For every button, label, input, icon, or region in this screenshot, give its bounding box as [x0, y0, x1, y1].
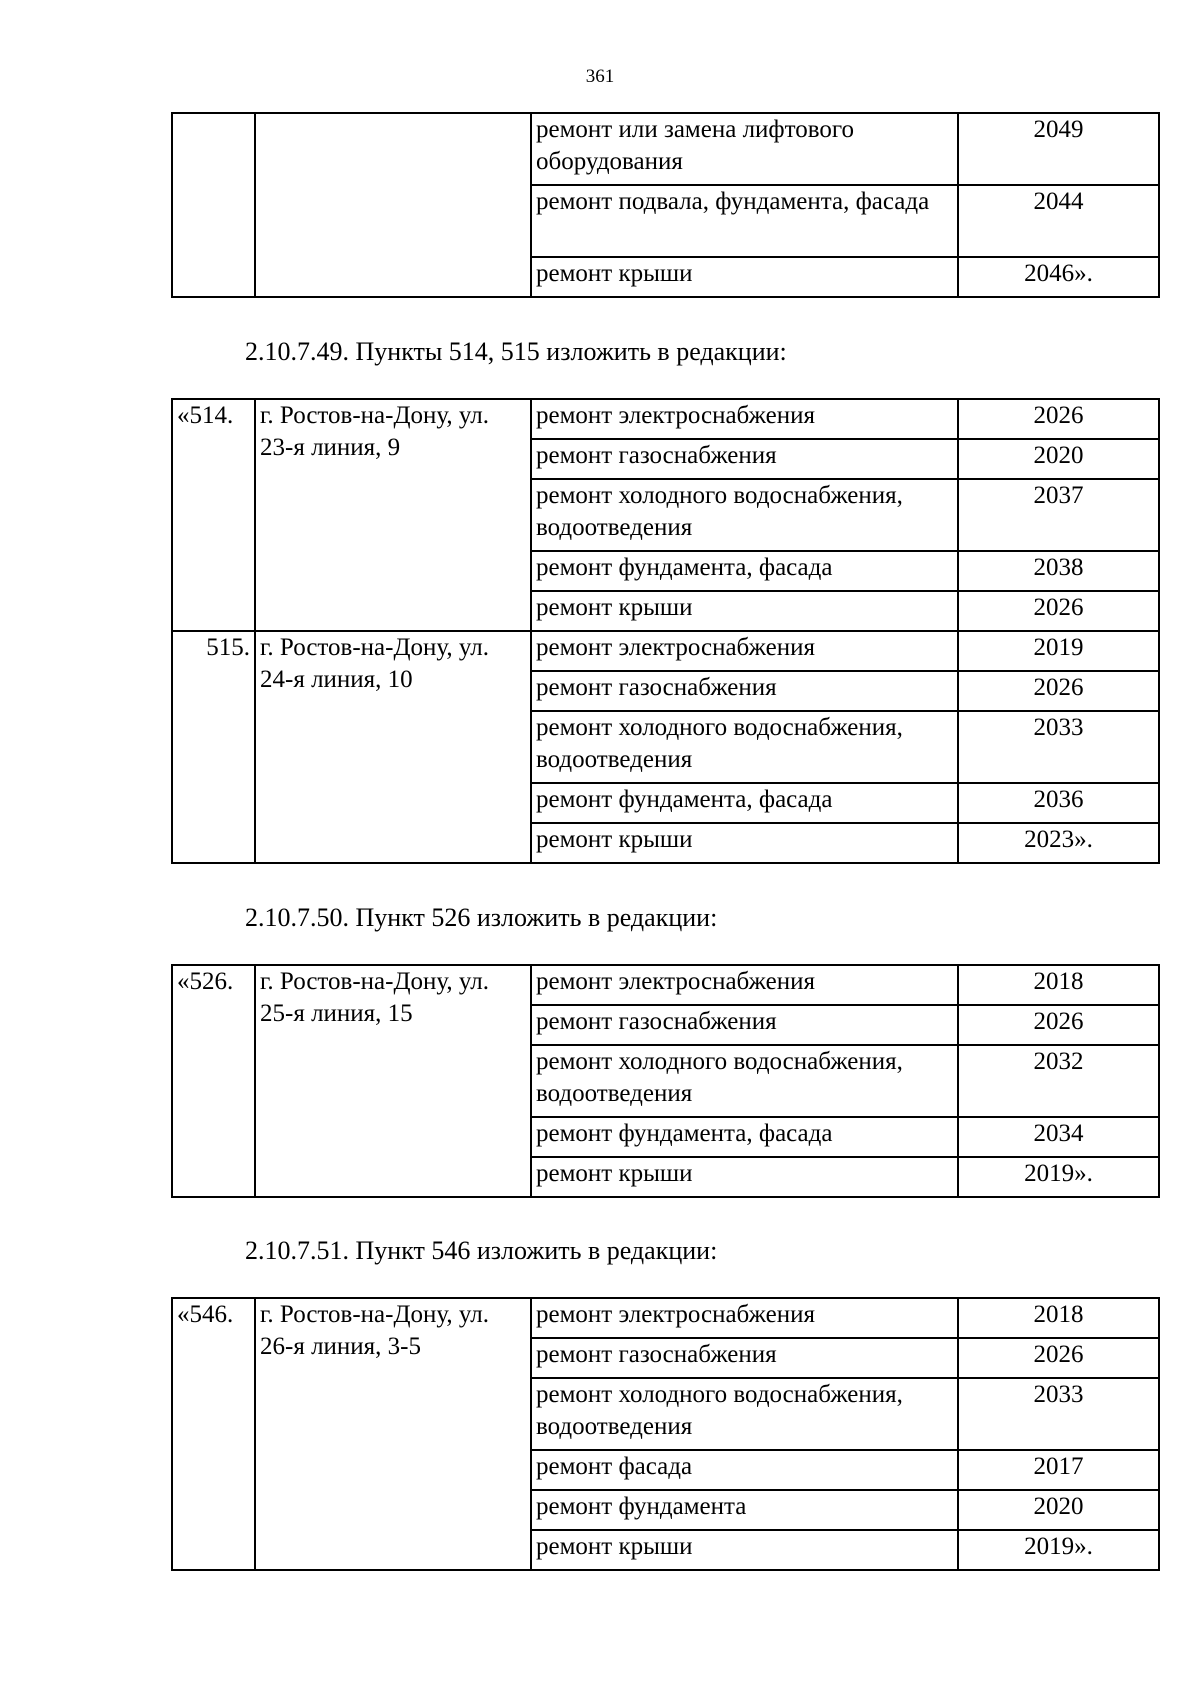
year-cell: 2019». [958, 1530, 1159, 1570]
work-cell: ремонт электроснабжения [531, 631, 958, 671]
page-number: 361 [585, 66, 615, 87]
item-number: «546. [172, 1298, 255, 1570]
year-cell: 2026 [958, 399, 1159, 439]
year-cell: 2037 [958, 479, 1159, 551]
address-cell: г. Ростов-на-Дону, ул. 24-я линия, 10 [255, 631, 531, 863]
year-cell: 2036 [958, 783, 1159, 823]
work-cell: ремонт газоснабжения [531, 439, 958, 479]
work-cell: ремонт крыши [531, 1157, 958, 1197]
section-heading: 2.10.7.50. Пункт 526 изложить в редакции: [245, 903, 718, 932]
work-cell: ремонт холодного водоснабжения, водоотведения [531, 479, 958, 551]
work-cell: ремонт холодного водоснабжения, водоотведения [531, 1378, 958, 1450]
year-cell: 2026 [958, 1005, 1159, 1045]
work-cell: ремонт крыши [531, 591, 958, 631]
work-cell: ремонт или замена лифтового оборудования [531, 113, 958, 185]
year-cell: 2017 [958, 1450, 1159, 1490]
address-cell: г. Ростов-на-Дону, ул. 25-я линия, 15 [255, 965, 531, 1197]
year-cell: 2020 [958, 439, 1159, 479]
item-number: 515. [172, 631, 255, 863]
work-cell: ремонт электроснабжения [531, 1298, 958, 1338]
table-row [172, 1298, 1159, 1338]
work-cell: ремонт электроснабжения [531, 965, 958, 1005]
section-table [171, 398, 1160, 864]
work-cell: ремонт электроснабжения [531, 399, 958, 439]
work-cell: ремонт фундамента, фасада [531, 551, 958, 591]
work-cell: ремонт газоснабжения [531, 1338, 958, 1378]
work-cell: ремонт холодного водоснабжения, водоотведения [531, 711, 958, 783]
year-cell: 2026 [958, 591, 1159, 631]
year-cell: 2018 [958, 965, 1159, 1005]
year-cell: 2032 [958, 1045, 1159, 1117]
item-number: «514. [172, 399, 255, 631]
year-cell: 2019 [958, 631, 1159, 671]
section-table [171, 964, 1160, 1198]
work-cell: ремонт газоснабжения [531, 1005, 958, 1045]
work-cell: ремонт крыши [531, 257, 958, 297]
address-cell [255, 113, 531, 297]
table-row [172, 399, 1159, 439]
year-cell: 2046». [958, 257, 1159, 297]
work-cell: ремонт крыши [531, 1530, 958, 1570]
year-cell: 2018 [958, 1298, 1159, 1338]
work-cell: ремонт холодного водоснабжения, водоотведения [531, 1045, 958, 1117]
year-cell: 2033 [958, 711, 1159, 783]
continuation-table [171, 112, 1160, 298]
year-cell: 2033 [958, 1378, 1159, 1450]
year-cell: 2023». [958, 823, 1159, 863]
section-heading: 2.10.7.49. Пункты 514, 515 изложить в редакции: [245, 337, 787, 366]
table-row [172, 631, 1159, 671]
work-cell: ремонт крыши [531, 823, 958, 863]
year-cell: 2026 [958, 1338, 1159, 1378]
section-table [171, 1297, 1160, 1571]
work-cell: ремонт газоснабжения [531, 671, 958, 711]
year-cell: 2038 [958, 551, 1159, 591]
table-row [172, 965, 1159, 1005]
year-cell: 2044 [958, 185, 1159, 257]
item-number: «526. [172, 965, 255, 1197]
year-cell: 2034 [958, 1117, 1159, 1157]
work-cell: ремонт подвала, фундамента, фасада [531, 185, 958, 257]
table-row [172, 113, 1159, 185]
address-cell: г. Ростов-на-Дону, ул. 26-я линия, 3-5 [255, 1298, 531, 1570]
year-cell: 2049 [958, 113, 1159, 185]
year-cell: 2019». [958, 1157, 1159, 1197]
section-heading: 2.10.7.51. Пункт 546 изложить в редакции: [245, 1236, 718, 1265]
year-cell: 2026 [958, 671, 1159, 711]
work-cell: ремонт фасада [531, 1450, 958, 1490]
work-cell: ремонт фундамента [531, 1490, 958, 1530]
work-cell: ремонт фундамента, фасада [531, 1117, 958, 1157]
address-cell: г. Ростов-на-Дону, ул. 23-я линия, 9 [255, 399, 531, 631]
number-cell [172, 113, 255, 297]
year-cell: 2020 [958, 1490, 1159, 1530]
work-cell: ремонт фундамента, фасада [531, 783, 958, 823]
